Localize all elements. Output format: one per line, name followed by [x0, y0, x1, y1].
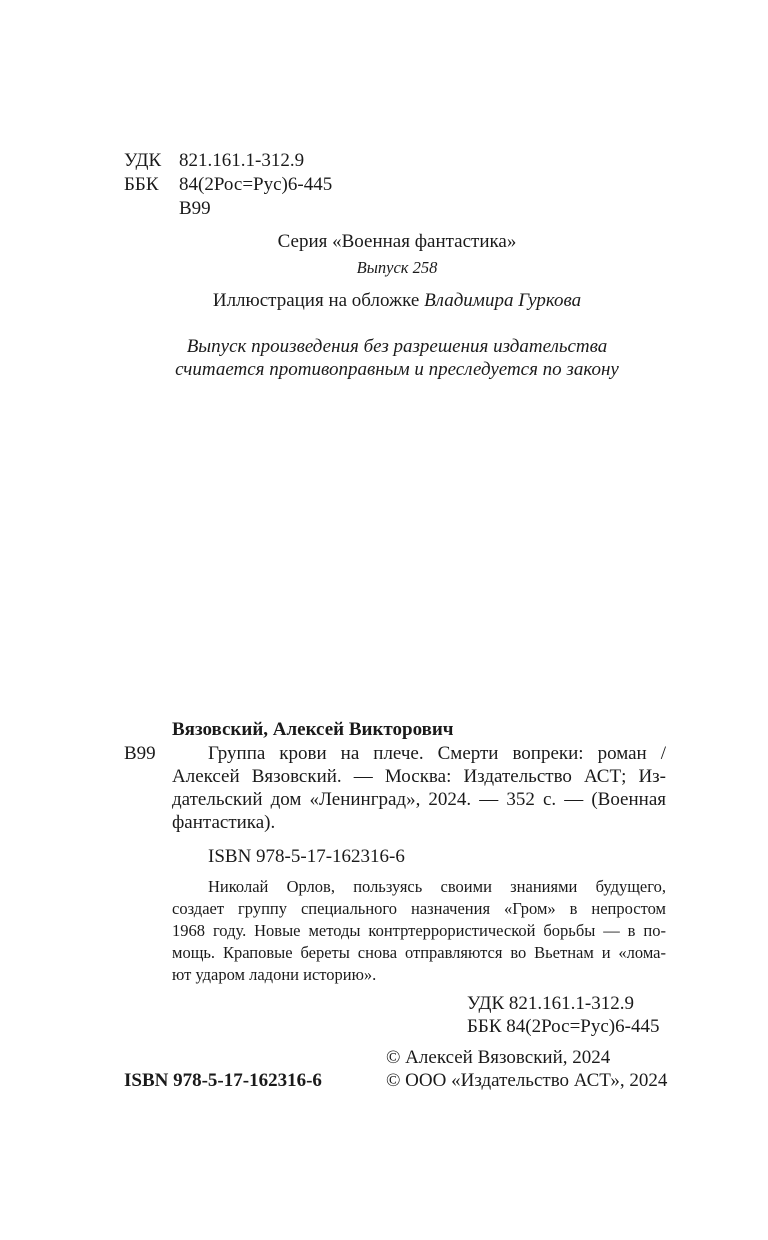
- entry-line-4: фантастика).: [172, 812, 276, 833]
- annotation-line-1: Николай Орлов, пользуясь своими знаниями будущего,: [208, 877, 666, 896]
- illustration-artist: Владимира Гуркова: [424, 290, 582, 311]
- copyright-publisher: © ООО «Издательство АСТ», 2024: [386, 1070, 668, 1091]
- bottom-bbk: ББК 84(2Рос=Рус)6-445: [467, 1016, 660, 1037]
- annotation-line-2: создает группу специального назначения «Гром» в непростом: [172, 899, 666, 918]
- author-mark: В99: [179, 198, 211, 219]
- series-line: Серия «Военная фантастика»: [277, 231, 517, 252]
- bbk-label: ББК: [124, 174, 159, 195]
- annotation-line-3: 1968 году. Новые методы контртеррористической борьбы — в по-: [172, 921, 666, 940]
- entry-line-2: Алексей Вязовский. — Москва: Издательство АСТ; Из-: [172, 766, 666, 787]
- series-issue: Выпуск 258: [356, 258, 438, 277]
- annotation-line-5: ют ударом ладони историю».: [172, 965, 377, 984]
- illustration-credit: [0, 290, 768, 312]
- illustration-prefix: Иллюстрация на обложке: [212, 290, 420, 311]
- isbn-bold: ISBN 978-5-17-162316-6: [124, 1070, 322, 1091]
- udk-value: 821.161.1-312.9: [179, 150, 305, 171]
- udk-label: УДК: [124, 150, 162, 171]
- legal-notice-line-2: считается противоправным и преследуется по закону: [175, 359, 619, 380]
- copyright-author: © Алексей Вязовский, 2024: [386, 1047, 611, 1068]
- legal-notice-line-1: Выпуск произведения без разрешения издательства: [186, 336, 608, 357]
- entry-isbn: ISBN 978-5-17-162316-6: [208, 846, 405, 867]
- entry-author: Вязовский, Алексей Викторович: [172, 719, 454, 740]
- annotation-line-4: мощь. Краповые береты снова отправляются во Вьетнам и «лома-: [172, 943, 666, 962]
- entry-line-3: дательский дом «Ленинград», 2024. — 352 с. — (Военная: [172, 789, 666, 810]
- entry-line-1: Группа крови на плече. Смерти вопреки: роман /: [208, 743, 666, 764]
- entry-mark: В99: [124, 743, 156, 764]
- bottom-udk: УДК 821.161.1-312.9: [467, 993, 634, 1014]
- bbk-value: 84(2Рос=Рус)6-445: [179, 174, 333, 195]
